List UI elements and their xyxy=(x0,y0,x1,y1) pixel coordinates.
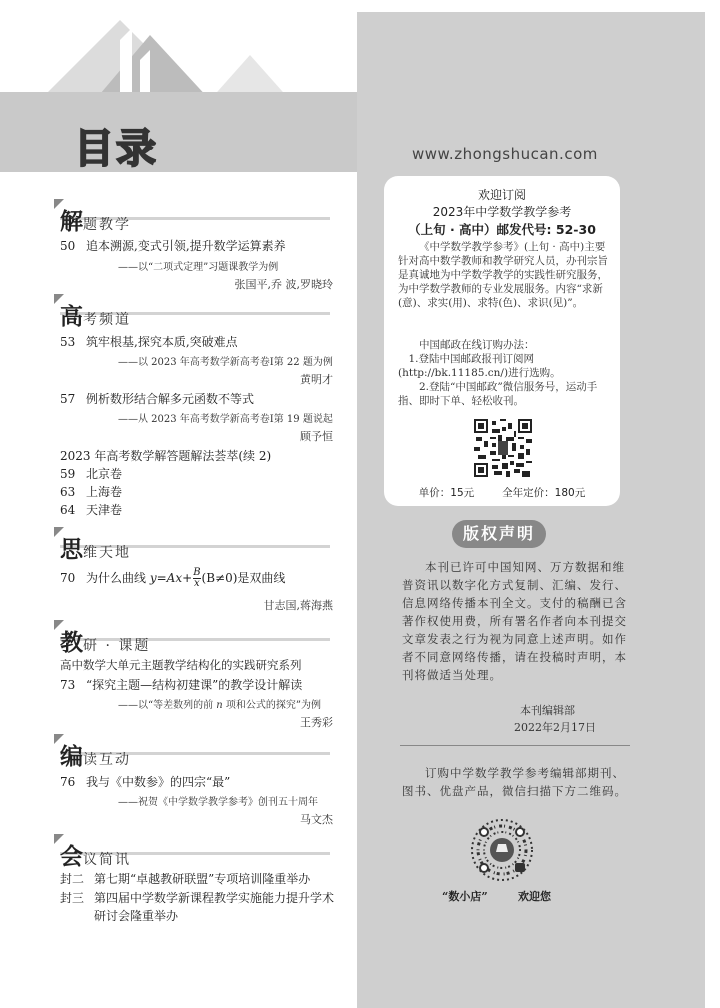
section-label: 研 · 课题 xyxy=(83,638,151,654)
article-title: 例析数形结合解多元函数不等式 xyxy=(86,392,255,406)
section-heading xyxy=(60,203,131,236)
page-number: 50 xyxy=(60,239,76,253)
page-number: 53 xyxy=(60,335,76,349)
article-title: 我与《中数参》的四宗“最” xyxy=(86,775,231,789)
section-heading xyxy=(60,838,131,871)
toc-entry[interactable] xyxy=(60,237,286,254)
copyright-badge: 版权声明 xyxy=(452,520,546,548)
section-initial: 教 xyxy=(60,629,83,656)
article-authors: 顾予恒 xyxy=(300,430,333,443)
article-title: 第四届中学数学新课程教学实施能力提升学术 xyxy=(94,891,335,905)
copyright-date: 2022年2月17日 xyxy=(514,721,596,734)
website-link[interactable]: www.zhongshucan.com xyxy=(412,145,598,163)
series-title: 高中数学大单元主题教学结构化的实践研究系列 xyxy=(60,658,302,672)
article-title: 第七期“卓越教研联盟”专项培训隆重举办 xyxy=(94,872,311,886)
page-number: 73 xyxy=(60,678,76,692)
divider xyxy=(400,745,630,746)
subtitle-post: 项和公式的探究”为例 xyxy=(222,700,322,711)
article-authors: 张国平,乔 波,罗晓玲 xyxy=(234,278,333,291)
article-title: 天津卷 xyxy=(86,503,123,517)
section-heading xyxy=(60,531,131,564)
copyright-signature: 本刊编辑部 xyxy=(520,704,575,717)
subscribe-intro: 《中学数学教学参考》(上旬 · 高中)主要针对高中数学教师和教学研究人员，办刊宗旨是真诚地为中学数学教学的实践性研究服务，为中学数学教师的专业发展服务。内容“求新(意)、求实(用)、求特(色)、求识(见)”。 xyxy=(398,241,608,309)
article-authors: 马文杰 xyxy=(300,813,333,826)
formula-condition: (B≠0) xyxy=(201,571,238,585)
page-number: 57 xyxy=(60,392,76,406)
annual-price: 全年定价：180元 xyxy=(502,487,586,499)
article-title-continued: 研讨会隆重举办 xyxy=(94,909,179,923)
formula-y: y xyxy=(149,571,157,585)
page-number: 封三 xyxy=(60,891,85,905)
toc-entry[interactable] xyxy=(60,390,254,407)
formula-fraction xyxy=(193,568,200,589)
shop-welcome: 欢迎您 xyxy=(518,890,551,903)
section-initial: 思 xyxy=(60,536,83,563)
page-number: 70 xyxy=(60,571,76,585)
article-title: 北京卷 xyxy=(86,467,123,481)
toc-entry[interactable] xyxy=(60,568,285,589)
page-number: 63 xyxy=(60,485,76,499)
toc-entry[interactable] xyxy=(60,870,310,887)
article-subtitle: ——以 2023 年高考数学新高考卷Ⅰ第 22 题为例 xyxy=(118,357,333,368)
formula-a: A xyxy=(166,571,176,585)
article-title: 追本溯源,变式引领,提升数学运算素养 xyxy=(86,239,286,253)
subscribe-method-title: 中国邮政在线订购办法： xyxy=(419,339,535,351)
shop-mini-program-code[interactable] xyxy=(470,818,534,882)
page-number: 59 xyxy=(60,467,76,481)
article-title-pre: 为什么曲线 xyxy=(86,571,150,585)
copyright-body: 本刊已许可中国知网、万方数据和维普资讯以数字化方式复制、汇编、发行、信息网络传播本刊全文。支付的稿酬已含著作权使用费，所有署名作者向本刊提交文章发表之行为视为同意上述声明。如作者不同意网络传播，请在投稿时声明，本刊将做适当处理。 xyxy=(402,560,627,682)
subscribe-qr-code[interactable] xyxy=(474,419,532,477)
unit-price: 单价：15元 xyxy=(418,487,475,499)
subscribe-heading: 欢迎订阅 xyxy=(477,188,526,202)
article-title: “探究主题—结构初建课”的教学设计解读 xyxy=(86,678,303,692)
fraction-numerator: B xyxy=(193,567,201,578)
article-title-post: 是双曲线 xyxy=(237,571,286,585)
fraction-denominator: x xyxy=(194,578,200,589)
section-label: 议简讯 xyxy=(83,852,131,868)
toc-entry[interactable] xyxy=(60,483,122,500)
subscribe-journal: 2023年中学数学教学参考 xyxy=(432,205,572,219)
section-initial: 解 xyxy=(60,208,83,235)
shop-name: “数小店” xyxy=(442,890,488,903)
formula-equals: = xyxy=(156,571,167,585)
section-label: 题教学 xyxy=(83,217,131,233)
formula-plus: + xyxy=(182,571,193,585)
article-authors: 黄明才 xyxy=(300,373,333,386)
article-title: 筑牢根基,探究本质,突破难点 xyxy=(86,335,238,349)
subscribe-postal-code: （上旬 · 高中）邮发代号: 52-30 xyxy=(408,222,596,237)
subscription-box xyxy=(384,176,620,506)
article-subtitle xyxy=(118,696,321,711)
toc-entry[interactable] xyxy=(60,465,122,482)
series-title: 2023 年高考数学解答题解法荟萃(续 2) xyxy=(60,449,272,463)
subtitle-pre: ——以“等差数列的前 xyxy=(118,700,217,711)
article-authors: 甘志国,蒋海燕 xyxy=(263,599,333,612)
section-heading xyxy=(60,298,131,331)
subscribe-method-1[interactable]: 1.登陆中国邮政报刊订阅网(http://bk.11185.cn/)进行选购。 xyxy=(398,353,561,379)
subtitle-variable: n xyxy=(216,700,223,711)
toc-entry[interactable] xyxy=(60,333,238,350)
subscribe-method-2: 2.登陆“中国邮政”微信服务号，运动手指、即时下单、轻松收刊。 xyxy=(398,381,598,407)
article-subtitle: ——以“二项式定理”习题课教学为例 xyxy=(118,262,279,273)
roof-decoration xyxy=(0,0,360,100)
article-title: 上海卷 xyxy=(86,485,123,499)
toc-entry[interactable] xyxy=(60,773,230,790)
price-row xyxy=(384,485,620,500)
section-heading xyxy=(60,624,150,657)
page-number: 64 xyxy=(60,503,76,517)
formula-x: x xyxy=(175,571,183,585)
toc-entry[interactable] xyxy=(60,501,122,518)
page-number: 封二 xyxy=(60,872,85,886)
section-initial: 编 xyxy=(60,743,83,770)
section-initial: 高 xyxy=(60,303,83,330)
page-number: 76 xyxy=(60,775,76,789)
article-subtitle: ——祝贺《中学数学教学参考》创刊五十周年 xyxy=(118,797,318,808)
section-label: 维天地 xyxy=(83,545,131,561)
section-label: 考频道 xyxy=(83,312,131,328)
section-initial: 会 xyxy=(60,843,83,870)
toc-entry[interactable] xyxy=(60,889,334,906)
toc-entry[interactable] xyxy=(60,676,302,693)
page-title: 目录 xyxy=(74,126,158,172)
section-heading xyxy=(60,738,131,771)
section-label: 读互动 xyxy=(83,752,131,768)
order-text: 订购中学数学教学参考编辑部期刊、图书、优盘产品，微信扫描下方二维码。 xyxy=(402,766,627,798)
article-authors: 王秀彩 xyxy=(300,716,333,729)
article-subtitle: ——从 2023 年高考数学新高考卷Ⅰ第 19 题说起 xyxy=(118,414,333,425)
